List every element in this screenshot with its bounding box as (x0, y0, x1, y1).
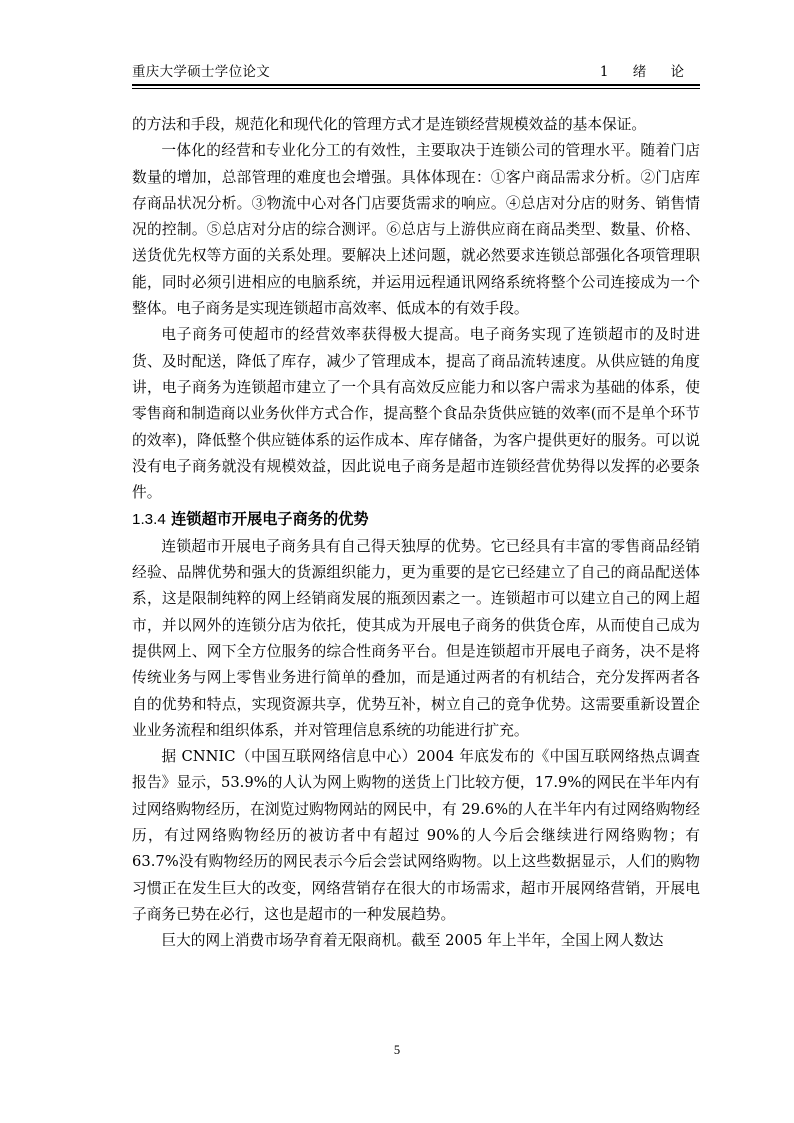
paragraph-continued: 的方法和手段，规范化和现代化的管理方式才是连锁经营规模效益的基本保证。 (132, 116, 647, 133)
body-text (132, 112, 700, 955)
paragraph-market: 巨大的网上消费市场孕育着无限商机。截至 2005 年上半年，全国上网人数达 (161, 932, 664, 950)
paragraph-advantages: 连锁超市开展电子商务具有自己得天独厚的优势。它已经具有丰富的零售商品经销经验、品牌优势和强大的货源组织能力，更为重要的是它已经建立了自己的商品配送体系，这是限制纯粹的网上经销商发展的瓶颈因素之一。连锁超市可以建立自己的网上超市，并以网外的连锁分店为依托，使其成为开展电子商务的供货仓库，从而使自己成为提供网上、网下全方位服务的综合性商务平台。但是连锁超市开展电子商务，决不是将传统业务与网上零售业务进行简单的叠加，而是通过两者的有机结合，充分发挥两者各自的优势和特点，实现资源共享，优势互补，树立自己的竟争优势。这需要重新设置企业业务流程和组织体系，并对管理信息系统的功能进行扩充。 (132, 537, 700, 739)
header-rule-thin (132, 88, 700, 89)
section-heading (132, 506, 700, 533)
paragraph-management: 一体化的经营和专业化分工的有效性，主要取决于连锁公司的管理水平。随着门店数量的增加，总部管理的难度也会增强。具体体现在：①客户商品需求分析。②门店库存商品状况分析。③物流中心对各门店要货需求的响应。④总店对分店的财务、销售情况的控制。⑤总店对分店的综合测评。⑥总店与上游供应商在商品类型、数量、价格、送货优先权等方面的关系处理。要解决上述问题，就必然要求连锁总部强化各项管理职能，同时必须引进相应的电脑系统，并运用远程通讯网络系统将整个公司连接成为一个整体。电子商务是实现连锁超市高效率、低成本的有效手段。 (132, 142, 700, 318)
section-title: 连锁超市开展电子商务的优势 (171, 510, 369, 529)
paragraph-cnnic-survey: 据 CNNIC（中国互联网络信息中心）2004 年底发布的《中国互联网络热点调查报告》显示，53.9%的人认为网上购物的送货上门比较方便，17.9%的网民在半年内有过网络购物经历，在浏览过购物网站的网民中，有 29.6%的人在半年内有过网络购物经历，有过网络购物经历的被访者中有超过 90%的人今后会继续进行网络购物；有 63.7%没有购物经历的网民表示今后会尝试网络购物。以上这些数据显示，人们的购物习惯正在发生巨大的改变，网络营销存在很大的市场需求，超市开展网络营销，开展电子商务已势在必行，这也是超市的一种发展趋势。 (132, 748, 700, 923)
thesis-title: 重庆大学硕士学位论文 (132, 64, 270, 80)
running-header (132, 60, 700, 82)
paragraph-efficiency: 电子商务可使超市的经营效率获得极大提高。电子商务实现了连锁超市的及时进货、及时配送，降低了库存，减少了管理成本，提高了商品流转速度。从供应链的角度讲，电子商务为连锁超市建立了一个具有高效反应能力和以客户需求为基础的体系，使零售商和制造商以业务伙伴方式合作，提高整个食品杂货供应链的效率(而不是单个环节的效率)，降低整个供应链体系的运作成本、库存储备，为客户提供更好的服务。可以说没有电子商务就没有规模效益，因此说电子商务是超市连锁经营优势得以发挥的必要条件。 (132, 326, 700, 502)
header-rule-thick (132, 84, 700, 86)
page-number: 5 (393, 1043, 401, 1057)
chapter-label: 1 绪 论 (599, 64, 694, 80)
section-number: 1.3.4 (132, 511, 166, 529)
